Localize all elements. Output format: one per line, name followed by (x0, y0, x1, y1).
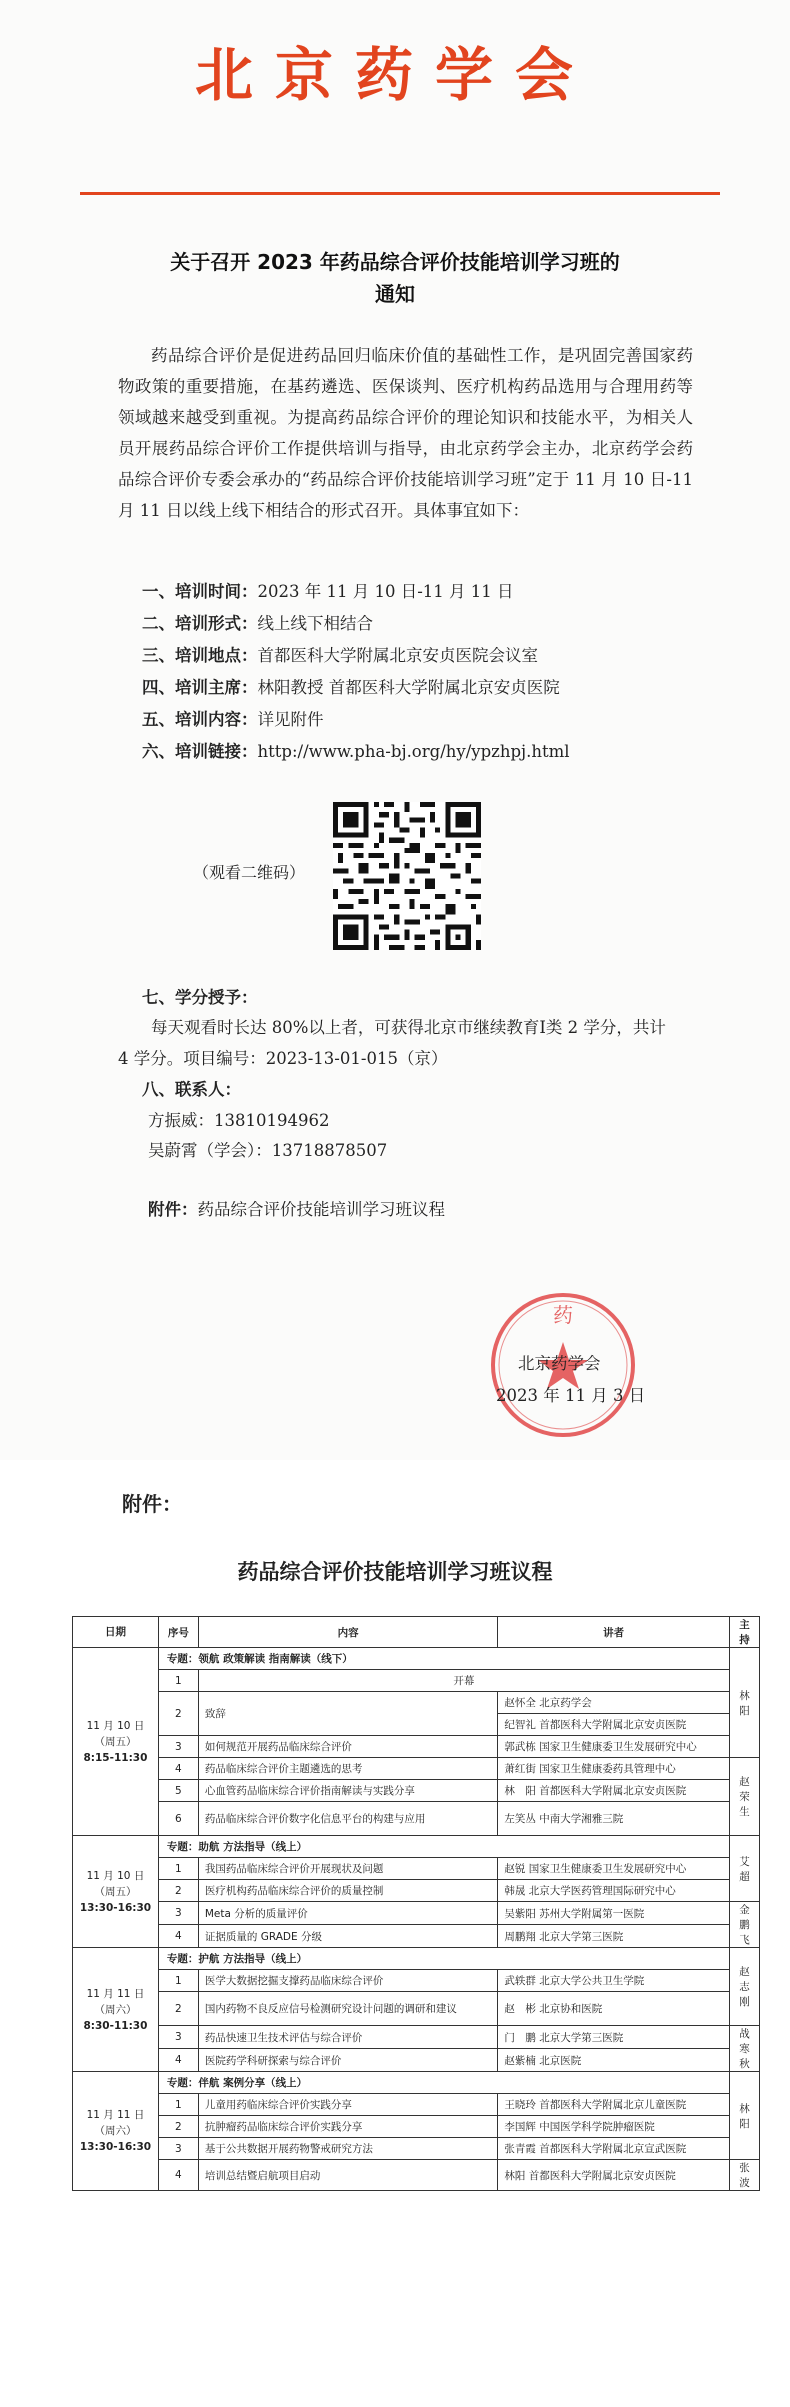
section-4-host-1: 林阳 (729, 2072, 759, 2160)
notice-title-line1: 关于召开 2023 年药品综合评价技能培训学习班的 (170, 250, 620, 274)
section-3-heading: 专题：护航 方法指导（线上） (158, 1948, 729, 1970)
table-row: 3 如何规范开展药品临床综合评价 郭武栋 国家卫生健康委卫生发展研究中心 (73, 1736, 760, 1758)
signature-org: 北京药学会 (518, 1354, 601, 1373)
table-row: 4 培训总结暨启航项目启动 林阳 首都医科大学附属北京安贞医院 张波 (73, 2160, 760, 2191)
table-row: 4 医院药学科研探索与综合评价 赵紫楠 北京医院 (73, 2049, 760, 2072)
item-format: 二、培训形式：线上线下相结合 (142, 614, 373, 633)
table-row: 1 医学大数据挖掘支撑药品临床综合评价 武轶群 北京大学公共卫生学院 (73, 1970, 760, 1992)
section-1-date: 11 月 10 日 （周五） 8:15-11:30 (73, 1648, 159, 1836)
attachment-line (148, 1196, 445, 1220)
table-row: 3 基于公共数据开展药物警戒研究方法 张青霞 首都医科大学附属北京宣武医院 (73, 2138, 760, 2160)
contact-2: 吴蔚霄（学会）：13718878507 (148, 1141, 388, 1160)
section-3-host-2: 战寒秋 (729, 2026, 759, 2072)
qr-code (333, 802, 481, 950)
table-row: 6 药品临床综合评价数字化信息平台的构建与应用 左笑丛 中南大学湘雅三院 (73, 1802, 760, 1836)
section-3-host-1: 赵志刚 (729, 1948, 759, 2026)
section-2-host-1: 艾超 (729, 1836, 759, 1902)
agenda-page (0, 1460, 790, 2407)
section-2-heading-row (73, 1836, 760, 1858)
table-row: 2 国内药物不良反应信号检测研究设计问题的调研和建议 赵 彬 北京协和医院 (73, 1992, 760, 2026)
section-1-heading: 专题：领航 政策解读 指南解读（线下） (158, 1648, 729, 1670)
section-1-host-2: 赵荣生 (729, 1758, 759, 1836)
section-2-date: 11 月 10 日 （周五） 13:30-16:30 (73, 1836, 159, 1948)
agenda-title: 药品综合评价技能培训学习班议程 (237, 1560, 553, 1584)
col-no: 序号 (158, 1617, 198, 1648)
table-row: 2 抗肿瘤药品临床综合评价实践分享 李国辉 中国医学科学院肿瘤医院 (73, 2116, 760, 2138)
section-4-date: 11 月 11 日 （周六） 13:30-16:30 (73, 2072, 159, 2191)
notice-intro: 药品综合评价是促进药品回归临床价值的基础性工作，是巩固完善国家药物政策的重要措施，在基药遴选、医保谈判、医疗机构药品选用与合理用药等领域越来越受到重视。为提高药品综合评价的理论知识和技能水平，为相关人员开展药品综合评价工作提供培训与指导，由北京药学会主办，北京药学会药品综合评价专委会承办的“药品综合评价技能培训学习班”定于 11 月 10 日-11 月 11 日以线上线下相结合的形式召开。具体事宜如下： (118, 346, 693, 520)
contact-heading: 八、联系人： (142, 1080, 241, 1099)
table-row: 3 Meta 分析的质量评价 吴紫阳 苏州大学附属第一医院 金鹏飞 (73, 1902, 760, 1925)
table-row: 1 儿童用药临床综合评价实践分享 王晓玲 首都医科大学附属北京儿童医院 (73, 2094, 760, 2116)
col-host: 主持 (729, 1617, 759, 1648)
table-row: 4 药品临床综合评价主题遴选的思考 萧红街 国家卫生健康委药具管理中心 赵荣生 (73, 1758, 760, 1780)
org-letterhead: 北京药学会 (194, 41, 595, 109)
notice-title (60, 246, 730, 310)
qr-caption: （观看二维码） (193, 863, 306, 882)
table-row: 4 证据质量的 GRADE 分级 周鹏翔 北京大学第三医院 (73, 1925, 760, 1948)
item-link: 六、培训链接：http://www.pha-bj.org/hy/ypzhpj.html (142, 742, 570, 761)
col-topic: 内容 (198, 1617, 498, 1648)
section-2-host-2: 金鹏飞 (729, 1902, 759, 1948)
notice-title-line2: 通知 (375, 282, 415, 306)
table-row: 纪智礼 首都医科大学附属北京安贞医院 (73, 1714, 760, 1736)
table-row: 3 药品快速卫生技术评估与综合评价 门 鹏 北京大学第三医院 战寒秋 (73, 2026, 760, 2049)
table-row: 2 致辞 赵怀全 北京药学会 (73, 1692, 760, 1714)
letterhead-rule (80, 192, 720, 195)
notice-items (142, 576, 702, 768)
credit-text: 每天观看时长达 80%以上者，可获得北京市继续教育Ⅰ类 2 学分，共计 4 学分。项目编号：2023-13-01-015（京） (118, 1018, 666, 1068)
section-4-host-2: 张波 (729, 2160, 759, 2191)
training-link[interactable]: http://www.pha-bj.org/hy/ypzhpj.html (257, 742, 570, 761)
credit-heading: 七、学分授予： (142, 988, 258, 1007)
section-3-date: 11 月 11 日 （周六） 8:30-11:30 (73, 1948, 159, 2072)
table-row: 5 心血管药品临床综合评价指南解读与实践分享 林 阳 首都医科大学附属北京安贞医院 (73, 1780, 760, 1802)
col-date: 日期 (73, 1617, 159, 1648)
item-time: 一、培训时间：2023 年 11 月 10 日-11 月 11 日 (142, 582, 514, 601)
agenda-attachment-label: 附件： (122, 1492, 182, 1516)
contact-1: 方振威：13810194962 (148, 1111, 330, 1130)
table-row: 2 医疗机构药品临床综合评价的质量控制 韩晟 北京大学医药管理国际研究中心 (73, 1880, 760, 1902)
table-row: 1 开幕 (73, 1670, 760, 1692)
agenda-table (72, 1616, 760, 2191)
item-chair: 四、培训主席：林阳教授 首都医科大学附属北京安贞医院 (142, 678, 560, 697)
agenda-header-row (73, 1617, 760, 1648)
attachment-key: 附件： (148, 1200, 198, 1219)
section-2-heading: 专题：助航 方法指导（线上） (158, 1836, 729, 1858)
section-3-heading-row (73, 1948, 760, 1970)
section-1-heading-row (73, 1648, 760, 1670)
item-content: 五、培训内容：详见附件 (142, 710, 324, 729)
svg-text:药: 药 (553, 1303, 573, 1327)
table-row: 1 我国药品临床综合评价开展现状及问题 赵锐 国家卫生健康委卫生发展研究中心 (73, 1858, 760, 1880)
item-location: 三、培训地点：首都医科大学附属北京安贞医院会议室 (142, 646, 538, 665)
section-1-host-1: 林阳 (729, 1648, 759, 1758)
signature-date: 2023 年 11 月 3 日 (496, 1386, 646, 1405)
col-speaker: 讲者 (498, 1617, 730, 1648)
section-4-heading: 专题：伴航 案例分享（线上） (158, 2072, 729, 2094)
section-4-heading-row (73, 2072, 760, 2094)
attachment-value: 药品综合评价技能培训学习班议程 (197, 1200, 445, 1219)
